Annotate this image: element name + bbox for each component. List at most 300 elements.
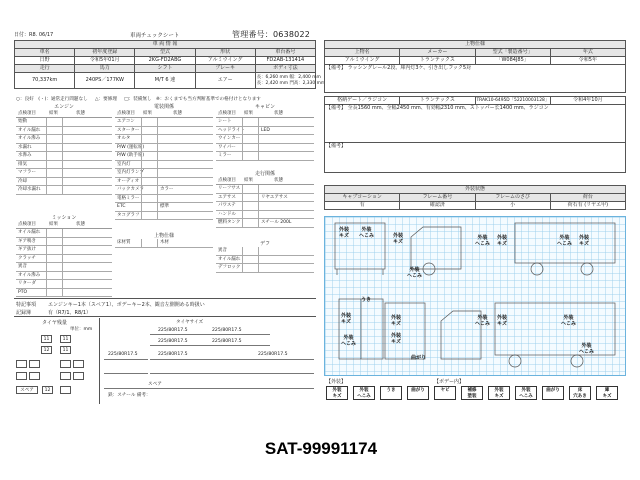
electrical-divider — [141, 152, 142, 160]
col-horsepower: 馬力 — [75, 65, 135, 73]
cab-divider — [258, 127, 259, 135]
damage-mark: 外装 キズ — [341, 313, 352, 325]
tire-spare-value: 12 — [42, 386, 53, 394]
electrical-divider — [157, 186, 158, 194]
engine-section — [16, 103, 112, 195]
legend-box: 外装 キズ — [326, 386, 348, 400]
electrical-row — [115, 178, 213, 187]
col-car-name: 車名 — [15, 49, 75, 57]
running-row — [216, 185, 314, 194]
electrical-divider — [157, 135, 158, 143]
diff-divider — [242, 247, 243, 255]
cab-rows — [216, 118, 314, 161]
engine-divider — [62, 178, 63, 186]
exterior-col-frame-rust: フレームのさび — [475, 194, 550, 202]
tire-3-outer-right — [73, 360, 84, 368]
damage-legend — [324, 378, 626, 402]
cab-row — [216, 152, 314, 161]
upper-equipment-rows — [115, 239, 213, 248]
mission-divider — [62, 289, 63, 297]
col-model: 型式 — [135, 49, 195, 57]
engine-divider — [62, 118, 63, 126]
electrical-row — [115, 161, 213, 170]
diff-divider — [258, 256, 259, 264]
running-item-note: リヤエアサス — [261, 194, 288, 200]
electrical-divider — [157, 195, 158, 203]
electrical-col-item: 点検項目 — [117, 111, 135, 116]
diff-divider — [242, 256, 243, 264]
upper-spec-model: 「W084J85」 — [475, 57, 550, 65]
legend-box: 曲がり — [542, 386, 564, 400]
side-cab-upper — [411, 227, 461, 269]
upper-spec-remarks-text: ラッシングレール2段、庫内灯3ケ、引き出しフック5対 — [347, 65, 472, 71]
engine-col-item: 点検項目 — [18, 111, 36, 116]
engine-divider — [62, 135, 63, 143]
tire-depth-section — [14, 318, 100, 404]
mission-row — [16, 280, 112, 289]
diff-divider — [242, 264, 243, 272]
diff-item-label: オイル漏れ — [218, 256, 241, 262]
exterior-col-bed: 荷台 — [550, 194, 625, 202]
truck-damage-diagram — [324, 216, 626, 376]
cab-divider — [242, 152, 243, 160]
electrical-row — [115, 195, 213, 204]
legend-box: 外装 キズ — [488, 386, 510, 400]
electrical-divider — [157, 161, 158, 169]
engine-row — [16, 135, 112, 144]
tire-depth-unit: 単位：mm — [70, 327, 93, 332]
gate-remarks-text: 全長1560 mm、全幅2450 mm、有効幅2310 mm、ストッパー长1400 mm、ラジコン — [347, 105, 549, 111]
electrical-item-label: エアコン — [117, 119, 135, 124]
damage-mark: 外装 キズ — [497, 235, 508, 247]
engine-row — [16, 186, 112, 195]
engine-divider — [46, 169, 47, 177]
electrical-title: 電装関係 — [153, 104, 174, 110]
engine-col-state: 状態 — [76, 111, 85, 116]
legend-box: 床 穴あき — [569, 386, 591, 400]
legend-box: 補修 塗装 — [461, 386, 483, 400]
car-name-value: 日野 — [15, 57, 75, 65]
mission-row — [16, 263, 112, 272]
upper-equipment-section — [115, 232, 213, 248]
electrical-divider — [141, 161, 142, 169]
electrical-item-label: タコグラフ — [117, 212, 140, 218]
cab-section — [216, 103, 314, 161]
running-item-label: リーフサス — [218, 186, 241, 191]
damage-mark: 外装 へこみ — [359, 227, 375, 239]
mission-divider — [62, 263, 63, 271]
engine-divider — [62, 161, 63, 169]
engine-item-label: オイル漏れ — [18, 127, 41, 133]
exterior-frame-rust: 小 — [475, 202, 550, 210]
upper-equipment-title: 上物仕様 — [153, 233, 174, 239]
upper-spec-col-year: 年式 — [550, 49, 625, 57]
engine-item-label: オイル滲み — [18, 136, 41, 141]
mission-divider — [62, 255, 63, 263]
engine-row — [16, 144, 112, 153]
diff-rows — [216, 247, 314, 273]
tire-size-2-right: 225/80R17.5 — [212, 339, 242, 344]
exterior-title: 外装状態 — [325, 186, 626, 194]
running-item-label: ハンドル — [218, 211, 236, 217]
running-row — [216, 202, 314, 211]
tire-spare-label: スペア — [16, 386, 38, 394]
gate-year: 令和4年10月 — [550, 97, 625, 105]
damage-mark: 曲がり — [411, 355, 427, 361]
diff-item-label: 異音 — [218, 248, 227, 253]
shape-value: アルミウイング — [195, 57, 255, 65]
col-brake: ブレーキ — [195, 65, 255, 73]
upper-spec-remarks — [325, 65, 626, 93]
col-body-size: ボディ寸法 — [255, 65, 315, 73]
engine-row — [16, 152, 112, 161]
mission-divider — [46, 255, 47, 263]
tire-size-3-outer-left: 225/80R17.5 — [108, 352, 138, 357]
tire-size-front-left: 225/80R17.5 — [158, 328, 188, 333]
electrical-item-label: オルタ — [117, 136, 131, 141]
engine-divider — [62, 169, 63, 177]
cab-col-item: 点検項目 — [218, 111, 236, 116]
cab-divider — [242, 144, 243, 152]
mission-item-label: 異音 — [18, 264, 27, 269]
engine-item-label: 冷却 — [18, 178, 27, 184]
engine-row — [16, 161, 112, 170]
electrical-divider — [157, 212, 158, 220]
exterior-bed: 荷石有 (リヤエ甲) — [550, 202, 625, 210]
electrical-divider — [157, 169, 158, 177]
running-title: 走行関係 — [254, 171, 275, 177]
electrical-divider — [157, 144, 158, 152]
tire-size-front-right: 225/80R17.5 — [212, 328, 242, 333]
mission-item-label: クラッチ — [18, 255, 36, 261]
engine-divider — [46, 152, 47, 160]
electrical-divider — [141, 203, 142, 211]
cab-item-note: LED — [261, 127, 270, 133]
lower-wheel-1 — [509, 355, 521, 367]
engine-row — [16, 178, 112, 187]
diff-title: デフ — [259, 241, 270, 247]
body-size-value — [255, 73, 326, 89]
horsepower-value: 240PS／177KW — [75, 73, 135, 89]
exterior-frame-no: 確認済 — [400, 202, 475, 210]
electrical-divider — [157, 152, 158, 160]
upper-equipment-item-label: 床材質 — [117, 240, 131, 245]
electrical-item-label: バックカメラ — [117, 187, 144, 192]
upper-spec-col-maker: メーカー — [400, 49, 475, 57]
document-title: 車両チェックシート — [130, 33, 180, 39]
electrical-divider — [141, 169, 142, 177]
engine-divider — [62, 144, 63, 152]
electrical-item-label: P/W (助手席) — [117, 153, 145, 158]
mission-title: ミッション — [51, 215, 77, 221]
engine-divider — [46, 178, 47, 186]
engine-item-label: 水滲み — [18, 153, 32, 158]
col-shape: 形状 — [195, 49, 255, 57]
tire-size-section — [100, 318, 316, 404]
mission-divider — [46, 289, 47, 297]
model-value: 2KG-FD2ABG — [135, 57, 195, 65]
exterior-caution: 有 — [325, 202, 400, 210]
top-view-box — [385, 303, 425, 359]
mission-divider — [62, 280, 63, 288]
running-divider — [258, 219, 259, 227]
electrical-row — [115, 152, 213, 161]
cab-row — [216, 127, 314, 136]
electrical-divider — [141, 118, 142, 126]
electrical-divider — [157, 118, 158, 126]
electrical-divider — [157, 178, 158, 186]
legend-box: うき — [380, 386, 402, 400]
first-reg-value: 令和5年01月 — [75, 57, 135, 65]
running-col-headers — [216, 177, 314, 185]
electrical-row — [115, 144, 213, 153]
mission-rows — [16, 229, 112, 297]
damage-mark: 外装 へこみ — [561, 315, 577, 327]
legend-row — [16, 96, 316, 102]
upper-equipment-divider — [157, 239, 158, 247]
damage-mark: 外装 へこみ — [557, 235, 573, 247]
cab-divider — [258, 152, 259, 160]
engine-item-label: 冷却水漏れ — [18, 187, 41, 192]
damage-mark: 外装 キズ — [391, 315, 402, 327]
mission-divider — [46, 246, 47, 254]
mission-item-label: リターダ — [18, 281, 36, 286]
running-item-label: パワステ — [218, 203, 236, 208]
electrical-row — [115, 135, 213, 144]
mission-divider — [46, 272, 47, 280]
damage-mark: 外装 キズ — [579, 235, 590, 247]
legend-exterior-label: 【外装】 — [326, 379, 347, 385]
engine-divider — [46, 161, 47, 169]
plate-number: SAT-99991174 — [264, 439, 378, 458]
engine-col-headers — [16, 110, 112, 118]
damage-mark: 外装 キズ — [497, 315, 508, 327]
diff-row — [216, 264, 314, 273]
legend-body-label: 【ボデー内】 — [434, 379, 465, 385]
legend-box: 庫 キズ — [596, 386, 618, 400]
gate-remarks-label: 【備考】 — [326, 105, 347, 111]
diff-divider — [258, 264, 259, 272]
legend-box: ヤビ — [434, 386, 456, 400]
cab-divider — [258, 118, 259, 126]
upper-equipment-divider — [141, 239, 142, 247]
mission-divider — [62, 229, 63, 237]
running-divider — [258, 194, 259, 202]
electrical-divider — [157, 203, 158, 211]
legend-box: 曲がり — [407, 386, 429, 400]
electrical-col-headers — [115, 110, 213, 118]
notes-label: 特記事項 — [16, 302, 37, 308]
record-book-label: 記録簿 — [16, 310, 32, 316]
electrical-col-result: 結果 — [143, 111, 152, 116]
management-number: 管理番号：0638022 — [232, 30, 311, 39]
tire-4-inner-right — [60, 372, 71, 380]
mission-col-item: 点検項目 — [18, 222, 36, 227]
mileage-value: 70,337km — [15, 73, 75, 89]
mission-item-label: オイル漏れ — [18, 230, 41, 235]
cab-item-label: シート — [218, 119, 232, 124]
upper-spec-name: アルミウイング — [325, 57, 400, 65]
lower-wheel-2 — [571, 355, 583, 367]
engine-row — [16, 127, 112, 136]
damage-mark: 外装 へこみ — [475, 235, 491, 247]
mission-row — [16, 255, 112, 264]
running-row — [216, 194, 314, 203]
running-col-state: 状態 — [274, 178, 283, 183]
gate-spec-table — [324, 96, 626, 173]
tire-4-outer-right — [73, 372, 84, 380]
body-dim-line1: 長：6,260 mm 幅：2,400 mm — [256, 74, 321, 80]
running-divider — [258, 211, 259, 219]
gate-name: 格納ゲート／ラジコン — [325, 97, 400, 105]
electrical-section — [115, 103, 213, 220]
electrical-divider — [141, 178, 142, 186]
cab-item-label: ヘッドライト — [218, 127, 245, 133]
tire-3-inner-right — [60, 360, 71, 368]
electrical-item-label: ETC — [117, 204, 126, 209]
side-wheel-rear-1 — [531, 263, 543, 275]
vehicle-info-title: 車 両 情 報 — [15, 41, 316, 49]
electrical-item-note: 標準 — [160, 204, 169, 209]
upper-equipment-row — [115, 239, 213, 248]
upper-spec-title: 上物仕様 — [325, 41, 626, 49]
damage-mark: 外装 へこみ — [579, 343, 595, 355]
electrical-item-note: カラー — [160, 187, 174, 192]
mission-row — [16, 246, 112, 255]
mission-item-label: オイル滲み — [18, 272, 41, 278]
mission-row — [16, 289, 112, 298]
engine-row — [16, 169, 112, 178]
electrical-row — [115, 203, 213, 212]
legend-box: 外装 へこみ — [353, 386, 375, 400]
tire-front-right: 11 — [60, 335, 71, 343]
cab-item-label: ウインカー — [218, 136, 241, 141]
vehicle-info-table — [14, 40, 326, 89]
running-divider — [258, 185, 259, 193]
damage-mark: 外装 へこみ — [341, 335, 357, 347]
engine-divider — [46, 135, 47, 143]
exterior-col-caution: キャブコーション — [325, 194, 400, 202]
engine-divider — [62, 127, 63, 135]
engine-title: エンジン — [54, 104, 74, 110]
engine-item-label: マフラー — [18, 170, 36, 175]
electrical-divider — [141, 135, 142, 143]
cab-divider — [258, 144, 259, 152]
cab-divider — [242, 127, 243, 135]
engine-divider — [46, 118, 47, 126]
electrical-item-label: オーディオ — [117, 178, 140, 184]
mission-divider — [46, 229, 47, 237]
mission-divider — [46, 263, 47, 271]
record-book-text: 有（R7/1、R8/1） — [48, 310, 92, 316]
upper-equipment-item-note: 木材 — [160, 240, 169, 245]
running-col-result: 結果 — [244, 178, 253, 183]
electrical-divider — [141, 195, 142, 203]
legend-repair: △：要修理 — [95, 97, 117, 102]
cab-row — [216, 118, 314, 127]
engine-divider — [46, 186, 47, 194]
damage-mark: 外装 キズ — [339, 227, 350, 239]
tire-3-inner-left — [29, 360, 40, 368]
running-row — [216, 211, 314, 220]
legend-normal: (・)：通常走行問題なし — [38, 97, 88, 102]
mission-divider — [46, 280, 47, 288]
electrical-item-label: P/W (運転席) — [117, 144, 145, 150]
diff-row — [216, 247, 314, 256]
cab-item-label: ワイパー — [218, 144, 236, 150]
notes-text: エンジンキー1本（スペア1）、ボデーキー2本、観音左側開める時扱い — [48, 302, 205, 308]
mission-section — [16, 214, 112, 297]
running-divider — [242, 194, 243, 202]
damage-mark: 外装 へこみ — [475, 315, 491, 327]
cab-divider — [242, 135, 243, 143]
tire-size-2-left: 225/80R17.5 — [158, 339, 188, 344]
tire-size-spare-label: スペア — [148, 382, 162, 387]
col-shift: シフト — [135, 65, 195, 73]
mission-col-result: 結果 — [49, 222, 58, 227]
mission-item-label: ギア鳴き — [18, 238, 36, 244]
legend-box: 外装 へこみ — [515, 386, 537, 400]
shift-value: M/T 6 速 — [135, 73, 195, 89]
electrical-divider — [141, 212, 142, 220]
damage-mark: 外装 へこみ — [407, 267, 423, 279]
col-first-reg: 初年度登録 — [75, 49, 135, 57]
chassis-value: FD2AB-131414 — [255, 57, 315, 65]
running-item-label: エアサス — [218, 194, 236, 200]
engine-divider — [46, 127, 47, 135]
upper-spec-year: 令和5年 — [550, 57, 625, 65]
electrical-row — [115, 186, 213, 195]
tire-2-left: 12 — [41, 346, 52, 354]
electrical-row — [115, 212, 213, 221]
cab-col-result: 結果 — [244, 111, 253, 116]
upper-spec-maker: トランテックス — [400, 57, 475, 65]
cab-col-state: 状態 — [274, 111, 283, 116]
electrical-item-label: スターター — [117, 127, 140, 133]
tire-size-title: タイヤサイズ — [176, 320, 204, 325]
side-wheel-rear-2 — [581, 263, 593, 275]
running-divider — [242, 211, 243, 219]
legend-none: □：装備無し — [124, 97, 152, 102]
gate-model: TRAK10-6495D「52210003128」 — [476, 98, 550, 103]
engine-col-result: 結果 — [49, 111, 58, 116]
diff-section — [216, 240, 314, 273]
inspection-date: 日付：R8. 06/17 — [14, 32, 54, 38]
notes-section — [14, 298, 316, 317]
tire-front-left: 11 — [41, 335, 52, 343]
tire-size-3-outer-right: 225/80R17.5 — [258, 352, 288, 357]
upper-spec-col-model: 型式「製造番号」 — [475, 49, 550, 57]
engine-divider — [62, 186, 63, 194]
gate-remarks — [325, 105, 626, 143]
damage-mark: 外装 キズ — [391, 333, 402, 345]
electrical-row — [115, 169, 213, 178]
diff-row — [216, 256, 314, 265]
legend-good: ○：良好 — [16, 97, 34, 102]
running-item-note: スチール 200L — [261, 220, 292, 225]
electrical-divider — [141, 186, 142, 194]
mission-divider — [62, 272, 63, 280]
engine-rows — [16, 118, 112, 195]
engine-item-label: 始動 — [18, 119, 27, 124]
engine-divider — [46, 144, 47, 152]
running-divider — [258, 202, 259, 210]
mission-divider — [62, 238, 63, 246]
running-item-label: 燃料タンク — [218, 220, 241, 225]
running-divider — [242, 185, 243, 193]
electrical-divider — [141, 127, 142, 135]
cab-item-label: ミラー — [218, 153, 232, 158]
